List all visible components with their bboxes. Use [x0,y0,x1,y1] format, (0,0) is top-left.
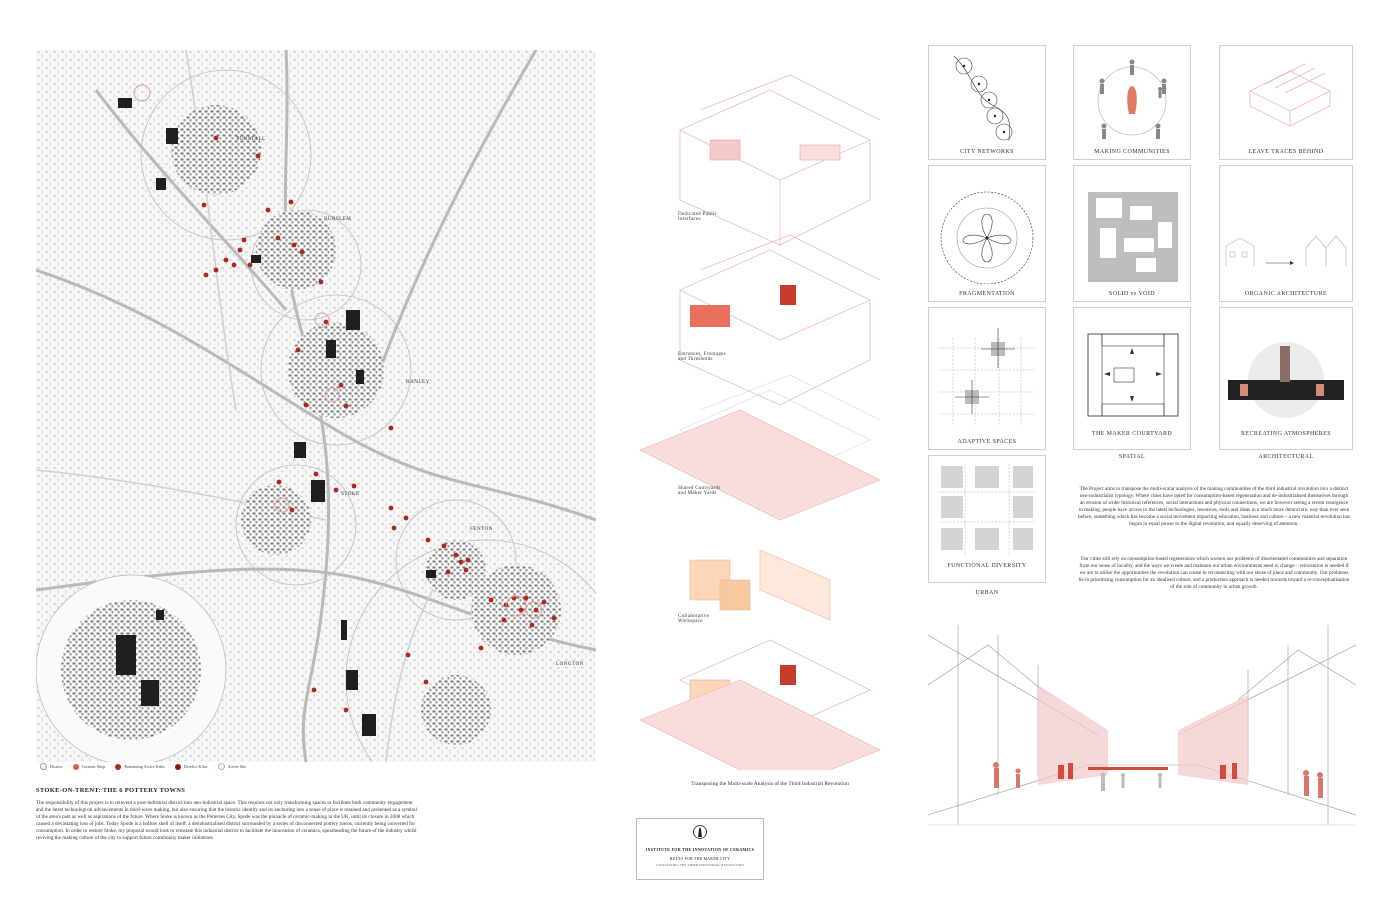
panel-courtyard [1073,307,1191,450]
town-label-tunstall: TUNSTALL [236,136,266,142]
intro-title: STOKE-ON-TRENT: THE 6 POTTERY TOWNS [36,787,186,794]
panel-label: SOLID vs VOID [1108,291,1156,297]
recreating-atmospheres-icon [1220,308,1352,428]
institute-name: INSTITUTE FOR THE INNOVATION OF CERAMICS [645,847,755,852]
panel-label: ORGANIC ARCHITECTURE [1244,291,1328,297]
panel-city-networks [928,45,1046,160]
legend-item: Derelict Kilns [175,764,208,770]
town-label-hanley: HANLEY [406,379,430,385]
panel-label: CITY NETWORKS [960,149,1014,155]
intro-body: The responsibility of this project is to reinvent a post-industrial district into neo-industrial space. This requires not only transforming spaces to facilitate both community engagement and the latest technological advancements in third-wave making, but also ensuring that the historic identity and its anchoring into a sense of place is retained and presented as a symbol of the area's past as well as aspirations of the future. Where Stoke is known as the Potteries City, Spode was the pinnacle of ceramic-making in the UK, until its closure in 2008 which caused a devastating loss of jobs. Today Spode is a hollow shell of itself, a deindustrialised district surrounded by a series of disconnected pottery towns, currently being converted for consumption. In order to restore Stoke, my proposal would look to reinstate this industrial district to facilitate the innovation of ceramics, spearheading the future of the industry whilst reviving the making culture of the city to support future community maker initiatives. [36,800,417,841]
map-legend [40,763,600,770]
institute-logo-box [636,818,764,880]
derelict-kiln-swatch-icon [175,764,181,770]
town-label-fenton: FENTON [470,526,493,532]
legend-item: Ceramic Shop [73,764,106,770]
panel-making-communities [1073,45,1191,160]
project-paragraph-2: Our cities still rely on consumption-based regeneration which worsen our problems of disorientated communities and separation from our sense of locality, and the ways we create and maintain our urban environments need to change – reinvention is needed if we are to utilise the opportunities the revolution can create in reconnecting with our sense of place and community. Our problems lie in prioritising consumption for an idealised culture, and a production approach is needed towards toward a re-conceptualisation of the role of community in urban growth. [1078,556,1350,590]
axo-caption: Transposing the Multi-scale Analysis of the Third Industrial Revolution [691,781,849,787]
town-label-longton: LONGTON [556,661,584,667]
panel-label: LEAVE TRACES BEHIND [1248,149,1324,155]
panel-organic [1219,165,1353,302]
town-label-burslem: BURSLEM [324,216,352,222]
leave-traces-icon [1220,46,1352,146]
making-communities-icon [1074,46,1190,146]
axo-label-3: Shared Courtyards and Maker Yards [678,486,721,496]
town-label-stoke: STOKE [341,491,360,497]
panel-atmospheres [1219,307,1353,450]
ceramic-shop-swatch-icon [73,764,79,770]
district-swatch-icon [40,763,47,770]
adaptive-spaces-icon [929,308,1045,434]
active-kiln-swatch-icon [115,764,121,770]
panel-label: THE MAKER COURTYARD [1091,431,1173,437]
panel-adaptive [928,307,1046,450]
axonometric-column [630,70,900,770]
legend-item: Active Site [218,763,247,770]
axo-label-2: Entrances, Frontages and Thresholds [678,352,726,362]
axo-layer-3 [640,375,880,520]
organic-architecture-icon [1220,166,1352,284]
kiln-logo-icon [693,824,707,840]
rules-title: RULES FOR THE MAKER CITY [669,857,731,861]
panel-functional [928,455,1046,583]
panel-label: ADAPTIVE SPACES [957,439,1017,445]
panel-fragmentation [928,165,1046,302]
group-label-architectural: ARCHITECTURAL [1258,454,1314,460]
axo-label-1: Dedicated Public Interfaces [678,212,718,222]
axo-layer-4 [690,550,830,620]
functional-diversity-icon [929,456,1045,560]
panel-label: MAKING COMMUNITIES [1094,149,1170,155]
logo-subtitle: CULTIVATING THE THIRD INDUSTRIAL REVOLUTION [656,863,744,867]
fragmentation-icon [929,166,1045,284]
solid-void-icon [1074,166,1190,284]
panel-label: FUNCTIONAL DIVERSITY [947,563,1027,569]
legend-item: District [40,763,63,770]
active-site-swatch-icon [218,763,225,770]
group-label-spatial: SPATIAL [1118,454,1146,460]
interior-perspective [928,625,1356,850]
panel-label: FRAGMENTATION [959,291,1015,297]
maker-courtyard-icon [1074,308,1190,428]
panel-leave-traces [1219,45,1353,160]
axo-label-4: Collaborative Workspace [678,614,710,624]
axo-layer-5 [640,640,880,770]
legend-item: Remaining Active Kilns [115,764,164,770]
project-paragraph-1: The Project aims to transpose the multi-scalar analysis of the making communities of the third industrial revolution into a distinct neo-industrialist typology. Where cities have opted for consumption-based regeneration and de-industrialised themselves through an erosion of wider historical references, social interactions and physical connections, we are however seeing a recent resurgence in making; people have access to the latest technologies, resources, tools and ideas in a much more democratic way than ever seen before, something which has become a social movement impacting education, business and culture – a new material revolution has begun in equal power to the digital revolution, and equally deserving of attention. [1078,486,1350,527]
axo-layer-2 [680,235,880,405]
panel-solid-void [1073,165,1191,302]
panel-label: RECREATING ATMOSPHERES [1241,431,1331,437]
town-map [36,50,596,762]
group-label-urban: URBAN [975,590,999,596]
city-networks-icon [929,46,1045,146]
